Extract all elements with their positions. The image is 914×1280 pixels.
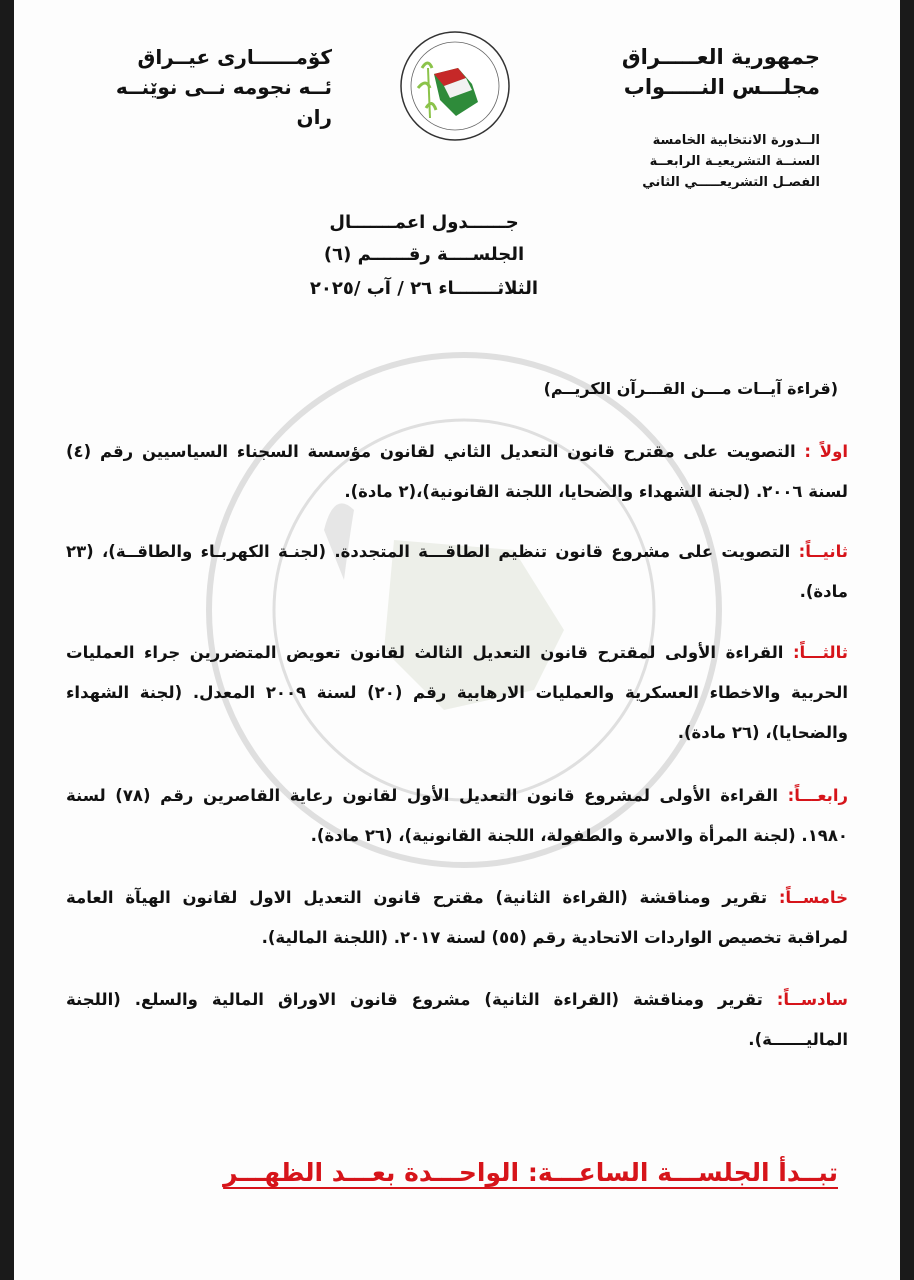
item-label: خامســاً: — [778, 888, 848, 907]
agenda-item — [66, 980, 848, 1060]
item-text: القراءة الأولى لمقترح قانون التعديل الثالث لقانون تعويض المتضررين جراء العمليات الحربية والاخطاء العسكرية والعمليات الارهابية رقم (٢٠) لسنة ٢٠٠٩ المعدل. (لجنة الشهداء والضحايا)، (٢٦ مادة). — [66, 643, 848, 742]
quran-reading: (قراءة آيــات مـــن القـــرآن الكريــم) — [543, 379, 838, 398]
council-name: مجلـــس النـــــواب — [623, 75, 820, 99]
item-label: اولاً : — [804, 442, 848, 461]
item-text: تقرير ومناقشة (القراءة الثانية) مقترح قانون التعديل الاول لقانون الهيآة العامة لمراقبة تخصيص الواردات الاتحادية رقم (٥٥) لسنة ٢٠١٧. (اللجنة المالية). — [66, 888, 848, 947]
document-page — [14, 0, 900, 1280]
item-label: سادســاً: — [776, 990, 848, 1009]
legislative-year: السنــة التشريعيـة الرابعــة — [649, 154, 820, 169]
agenda-item — [66, 432, 848, 512]
council-name-kurdish: ئــه نجومه نــی نوێنــه ران — [115, 75, 332, 129]
item-text: التصويت على مقترح قانون التعديل الثاني لقانون مؤسسة السجناء السياسيين رقم (٤) لسنة ٢٠٠٦. (لجنة الشهداء والضحايا، اللجنة القانونية)،(٢ مادة). — [66, 442, 848, 501]
electoral-session: الــدورة الانتخابية الخامسة — [652, 133, 820, 148]
header-left — [82, 42, 332, 132]
session-date: الثلاثـــــــاء ٢٦ / آب /٢٠٢٥ — [309, 278, 539, 299]
session-number: الجلســــة رقــــــم (٦) — [323, 244, 525, 265]
country-name-kurdish: كۆمــــــاری عیــراق — [137, 45, 332, 69]
item-label: رابعـــاً: — [787, 786, 849, 805]
agenda-item — [66, 633, 848, 753]
item-label: ثالثـــاً: — [792, 643, 848, 662]
header-right — [560, 42, 820, 193]
agenda-item — [66, 532, 848, 612]
session-start-time: تبــدأ الجلســـة الساعـــة: الواحـــدة بعـــد الظهـــر — [223, 1158, 838, 1187]
item-text: تقرير ومناقشة (القراءة الثانية) مشروع قانون الاوراق المالية والسلع. (اللجنة الماليــــــة). — [66, 990, 848, 1049]
agenda-item — [66, 776, 848, 856]
item-text: التصويت على مشروع قانون تنظيم الطاقـــة المتجددة. (لجنـة الكهربـاء والطاقــة)، (٢٣ مادة). — [66, 542, 848, 601]
parliament-logo — [396, 28, 514, 144]
legislative-term: الفصـل التشريعـــــي الثاني — [642, 175, 820, 190]
country-name: جمهورية العـــــراق — [621, 45, 820, 69]
agenda-item — [66, 878, 848, 958]
item-text: القراءة الأولى لمشروع قانون التعديل الأول لقانون رعاية القاصرين رقم (٧٨) لسنة ١٩٨٠. (لجنة المرأة والاسرة والطفولة، اللجنة القانونية)، (٢٦ مادة). — [66, 786, 848, 845]
item-label: ثانيــاً: — [798, 542, 848, 561]
agenda-title: جــــــدول اعمـــــــال — [329, 212, 519, 233]
